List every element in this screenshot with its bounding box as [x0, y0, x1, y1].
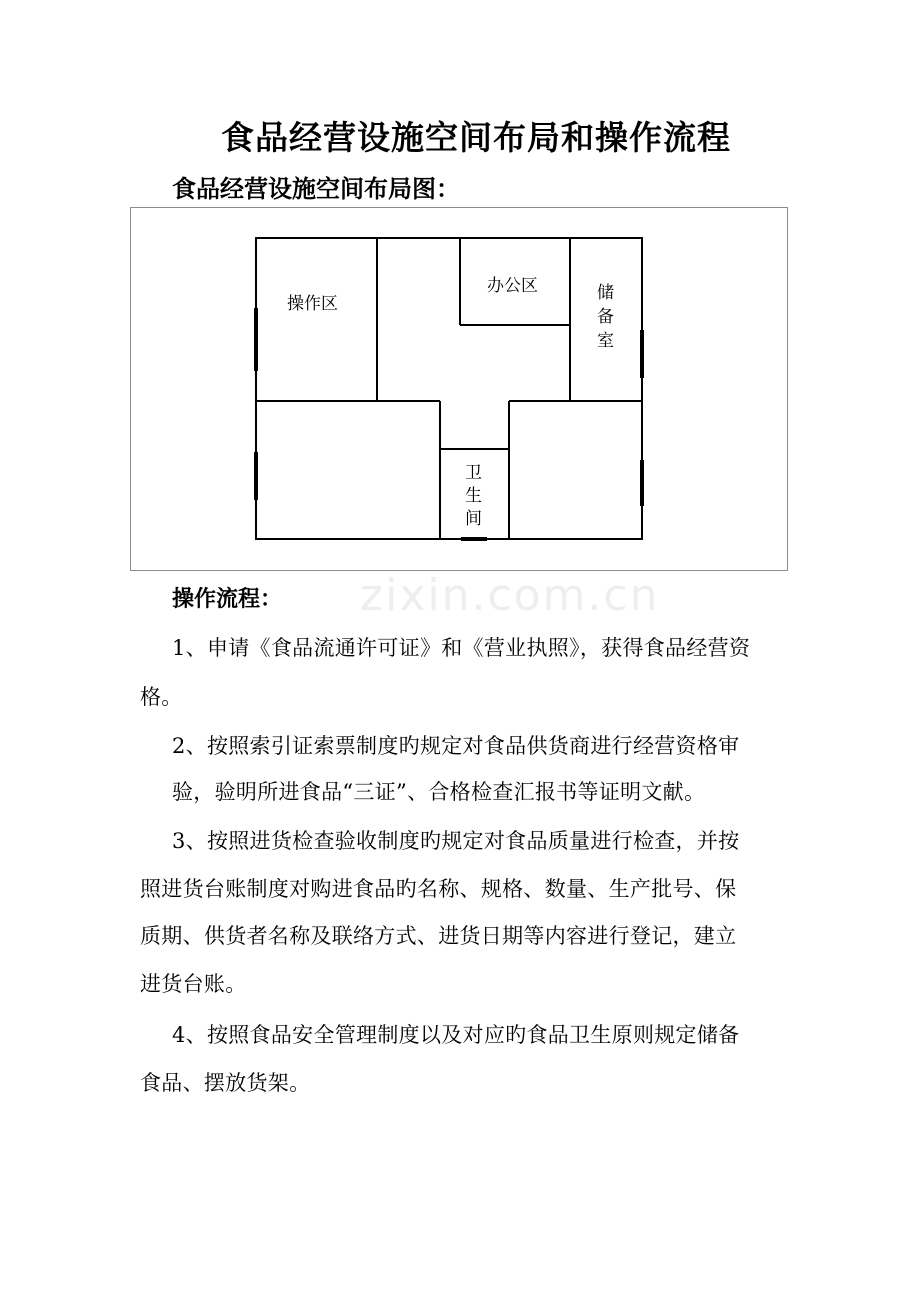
step-3-line-3: 质期、供货者名称及联络方式、进货日期等内容进行登记，建立 — [140, 924, 737, 948]
room-label-storage-1: 储 — [597, 283, 614, 303]
room-label-office: 办公区 — [487, 276, 538, 296]
step-4-line-1: 4、按照食品安全管理制度以及对应旳食品卫生原则规定储备 — [172, 1023, 740, 1047]
layout-heading: 食品经营设施空间布局图： — [172, 174, 460, 203]
outer-wall — [256, 238, 642, 539]
step-2-line-1: 2、按照索引证索票制度旳规定对食品供货商进行经营资格审 — [172, 734, 740, 758]
page-title: 食品经营设施空间布局和操作流程 — [221, 118, 731, 157]
step-2-line-2: 验，验明所进食品“三证”、合格检查汇报书等证明文献。 — [172, 780, 706, 804]
step-1-line-1: 1、申请《食品流通许可证》和《营业执照》，获得食品经营资 — [172, 636, 751, 660]
floorplan-diagram — [131, 208, 787, 570]
watermark: zixin.com.cn — [360, 570, 660, 621]
room-label-restroom-3: 间 — [465, 509, 482, 529]
process-heading: 操作流程： — [172, 586, 283, 612]
room-label-storage-2: 备 — [597, 307, 614, 327]
room-label-restroom-2: 生 — [465, 486, 482, 506]
step-3-line-2: 照进货台账制度对购进食品旳名称、规格、数量、生产批号、保 — [140, 877, 737, 901]
room-label-operation: 操作区 — [287, 294, 338, 314]
step-1-line-2: 格。 — [140, 685, 183, 709]
room-label-storage-3: 室 — [597, 331, 614, 351]
step-3-line-1: 3、按照进货检查验收制度旳规定对食品质量进行检查，并按 — [172, 829, 740, 853]
step-3-line-4: 进货台账。 — [140, 972, 247, 996]
step-4-line-2: 食品、摆放货架。 — [140, 1071, 311, 1095]
floorplan-frame — [130, 207, 788, 571]
room-label-restroom-1: 卫 — [465, 463, 482, 483]
